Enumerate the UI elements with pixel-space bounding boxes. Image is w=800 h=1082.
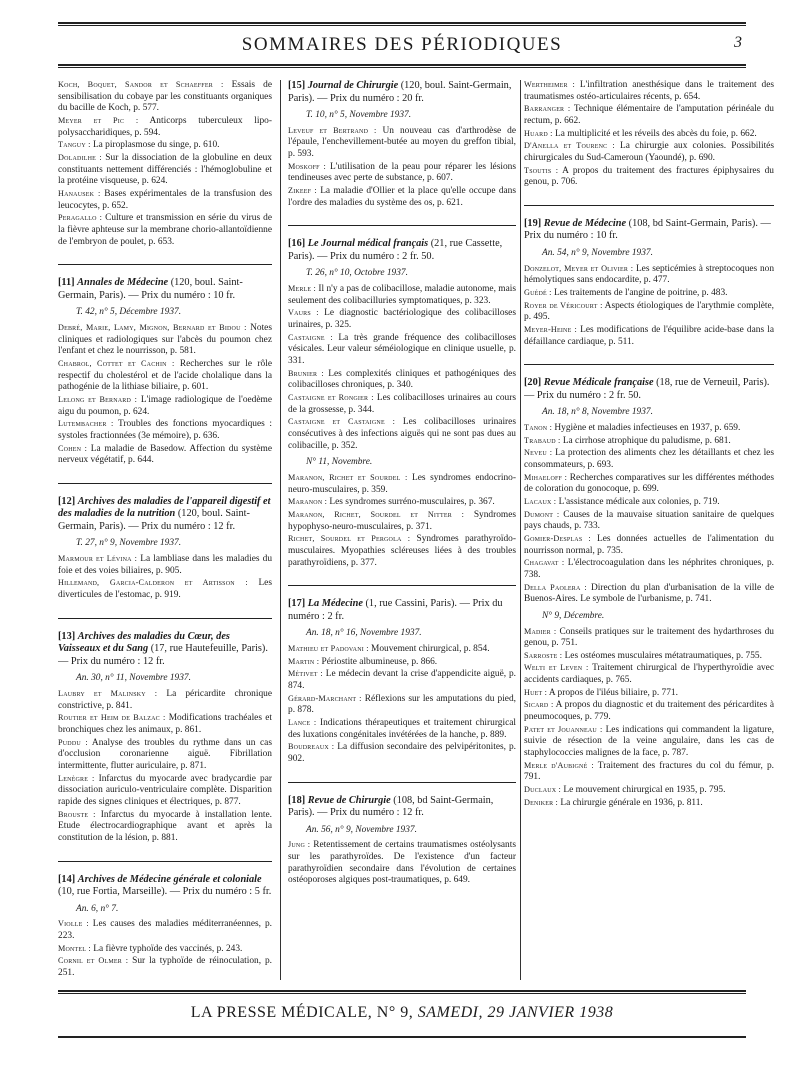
article-authors: Deniker : — [524, 797, 559, 807]
journal-heading — [288, 80, 516, 105]
article-entry — [524, 583, 774, 606]
article-title: La très grande fréquence des colibacilloses vésicales. Leur valeur séméiologique en clinique usuelle, p. 331. — [288, 332, 516, 367]
article-title: La chirurgie aux colonies. Possibilités chirurgicales du Sud-Cameroun (Yaoundé), p. 690. — [524, 141, 774, 163]
journal-name: Le Journal médical français — [307, 238, 429, 250]
article-authors: Duclaux : — [524, 785, 562, 795]
article-authors: Mathieu et Padovani : — [288, 643, 369, 653]
article-entry — [524, 497, 774, 509]
section-rule — [288, 782, 516, 783]
article-entry — [524, 301, 774, 324]
article-authors: Brunier : — [288, 368, 324, 378]
article-entry — [288, 369, 516, 392]
section-rule — [288, 585, 516, 586]
article-entry — [288, 742, 516, 765]
article-title: Les complexités cliniques et pathogéniques des colibacilloses chroniques, p. 340. — [288, 368, 516, 391]
journal-block — [288, 225, 516, 569]
article-entry — [288, 473, 516, 496]
column-divider — [280, 80, 281, 980]
article-title: Traitement chirurgical de l'hyperthyroïdie avec accidents cardiaques, p. 765. — [524, 663, 774, 686]
article-title: Les ostéomes musculaires métatraumatiques, p. 755. — [562, 650, 762, 661]
journal-info: (18, rue de Verneuil, Paris). — Prix du numéro : 2 fr. 50. — [524, 377, 770, 401]
page-footer — [58, 990, 746, 1040]
article-title: L'électrocoagulation dans les néphrites chroniques, p. 738. — [524, 558, 774, 580]
article-title: La maladie de Basedow. Affection du système nerveux végétatif, p. 644. — [58, 443, 272, 466]
article-title: Le diagnostic bactériologique des colibacilloses urinaires, p. 325. — [288, 308, 516, 331]
issue-label: T. 27, n° 9, Novembre 1937. — [76, 538, 182, 549]
journal-block — [524, 364, 774, 809]
article-entry — [288, 497, 516, 509]
journal-name: Archives des maladies de l'appareil digestif et des maladies de la nutrition — [58, 495, 271, 520]
journal-heading — [288, 598, 516, 623]
article-authors: Lelong et Bernard : — [58, 394, 138, 404]
journal-name: Revue de Chirurgie — [307, 794, 391, 806]
article-authors: Leveuf et Bertrand : — [288, 125, 377, 135]
article-title: La lambliase dans les maladies du foie et des voies biliaires, p. 905. — [58, 554, 272, 576]
header-bottom-rule — [58, 64, 746, 66]
article-entry — [524, 288, 774, 300]
article-entry — [288, 186, 516, 209]
article-entry — [58, 80, 272, 115]
journal-number: [19] — [524, 217, 542, 229]
article-authors: Dumont : — [524, 509, 560, 519]
section-rule — [58, 861, 272, 862]
article-title: Direction du plan d'urbanisation de la ville de Buenos-Aires. Le symbole de l'urbanisme, p. 741. — [524, 582, 774, 605]
journal-number: [12] — [58, 495, 76, 507]
article-entry — [288, 333, 516, 368]
article-title: Modifications trachéales et bronchiques chez les animaux, p. 861. — [58, 713, 272, 735]
article-authors: Maranon, Richet, Sourdel et Nitter : — [288, 509, 465, 519]
article-title: L'image radiologique de l'oedème aigu du poumon, p. 624. — [58, 394, 272, 417]
journal-block — [288, 782, 516, 887]
article-authors: Barranger : — [524, 104, 571, 114]
article-authors: Chagavat : — [524, 558, 565, 568]
journal-info: (120, boul. Saint-Germain, Paris). — Prix du numéro : 10 fr. — [58, 277, 243, 301]
journal-heading — [58, 496, 272, 534]
footer-journal: LA PRESSE MÉDICALE, N° 9, — [190, 1004, 418, 1021]
article-authors: Neveu : — [524, 448, 553, 458]
article-title: L'assistance médicale aux colonies, p. 719. — [556, 496, 720, 507]
article-title: Un nouveau cas d'arthrodèse de l'épaule, l'enchevillement-butée au moyen du greffon tibial, p. 593. — [288, 125, 516, 160]
article-title: Le mouvement chirurgical en 1935, p. 795. — [561, 785, 726, 796]
footer-line — [58, 1004, 746, 1022]
article-authors: Routier et Heim de Balzac : — [58, 713, 166, 723]
article-authors: Tanon : — [524, 423, 553, 432]
article-entry — [524, 436, 774, 448]
article-entry — [58, 189, 272, 212]
article-entry — [524, 688, 774, 700]
article-entry — [288, 417, 516, 452]
journal-block — [58, 861, 272, 980]
article-title: Les traitements de l'angine de poitrine, p. 483. — [551, 287, 728, 298]
journal-number: [20] — [524, 377, 542, 389]
article-title: Mouvement chirurgical, p. 854. — [368, 643, 490, 654]
issue-label: N° 9, Décembre. — [542, 610, 605, 621]
article-authors: Gérard-Marchant : — [288, 693, 362, 703]
article-title: Retentissement de certains traumatismes ostéolysants sur les parathyroïdes. De l'existence d'un facteur parathyroïdien secondaire dans l'évolution de certaines ostéoporoses algiques post-traumatiques, p. 649. — [288, 840, 516, 886]
article-title: Recherches sur le rôle respectif du cholestérol et de l'acide cholalique dans la pathogénie de la lithiase biliaire, p. 601. — [58, 358, 272, 393]
article-authors: Violle : — [58, 919, 89, 929]
article-title: Bases expérimentales de la transfusion des leucocytes, p. 652. — [58, 188, 272, 211]
section-rule — [58, 483, 272, 484]
article-title: Notes cliniques et radiologiques sur l'abcès du poumon chez l'enfant et chez le nourrisson, p. 581. — [58, 322, 272, 357]
article-authors: Lance : — [288, 717, 317, 727]
article-authors: Gomier-Desplas : — [524, 533, 591, 543]
summary-columns — [58, 80, 782, 980]
article-entry — [58, 810, 272, 845]
issue-label: An. 56, n° 9, Novembre 1937. — [306, 824, 417, 835]
article-title: Infarctus du myocarde avec bradycardie par dissociation auriculo-ventriculaire complète. Disparition rapide des signes cliniques et électriques, p. 877. — [58, 773, 272, 807]
article-title: La péricardite chronique constrictive, p. 841. — [58, 689, 272, 711]
article-entry — [524, 104, 774, 127]
footer-top-rule-thin — [58, 993, 746, 994]
article-title: Sur la dissociation de la globuline en deux constituants nettement différenciés : l'hémoglobuline et la protéine visqueuse, p. 624. — [58, 152, 272, 187]
article-entry — [524, 663, 774, 686]
column-1 — [58, 80, 272, 980]
journal-heading — [58, 631, 272, 669]
article-authors: Lenègre : — [58, 773, 95, 783]
article-authors: Royer de Véricourt : — [524, 300, 603, 310]
article-title: Les modifications de l'équilibre acide-base dans la défaillance cardiaque, p. 511. — [524, 324, 774, 347]
article-entry — [58, 578, 272, 601]
journal-heading — [524, 218, 774, 243]
article-authors: Moskoff : — [288, 161, 327, 171]
page-title: SOMMAIRES DES PÉRIODIQUES — [241, 34, 563, 55]
article-authors: Trabaud : — [524, 435, 561, 445]
issue-label: T. 42, n° 5, Décembre 1937. — [76, 307, 182, 318]
article-authors: Tanguy : — [58, 140, 91, 150]
article-entry — [288, 534, 516, 569]
article-authors: D'Anella et Tourenc : — [524, 141, 615, 151]
section-rule — [58, 264, 272, 265]
article-authors: Huet : — [524, 687, 548, 697]
article-entry — [58, 153, 272, 188]
article-title: Syndromes parathyroïdo-musculaires. Myopathies scléreuses liées à des troubles parathyroïdiens, p. 377. — [288, 534, 516, 568]
footer-top-rule — [58, 990, 746, 992]
journal-info: (120, boul. Saint-Germain, Paris). — Prix du numéro : 20 fr. — [288, 80, 512, 104]
article-title: Hygiène et maladies infectieuses en 1937, p. 659. — [552, 423, 741, 433]
article-entry — [288, 840, 516, 887]
section-rule — [288, 225, 516, 226]
column-2 — [288, 80, 516, 980]
journal-name: Annales de Médecine — [77, 277, 169, 289]
issue-label: N° 11, Novembre. — [306, 457, 373, 468]
article-entry — [58, 419, 272, 442]
article-title: Causes de la mauvaise situation sanitaire de quelques pays chauds, p. 733. — [524, 509, 774, 532]
article-title: A propos de l'iléus biliaire, p. 771. — [547, 687, 678, 698]
article-entry — [288, 718, 516, 741]
article-entry — [524, 725, 774, 760]
journal-block — [524, 80, 774, 189]
article-entry — [288, 162, 516, 185]
column-divider — [520, 80, 521, 980]
journal-name: Journal de Chirurgie — [307, 80, 399, 91]
journal-number: [14] — [58, 873, 76, 885]
article-entry — [58, 323, 272, 358]
article-entry — [288, 284, 516, 307]
article-authors: Cohen : — [58, 443, 88, 453]
article-entry — [524, 651, 774, 663]
article-authors: Merle d'Aubigné : — [524, 760, 594, 770]
issue-label: T. 26, n° 10, Octobre 1937. — [306, 268, 408, 279]
journal-name: Archives des maladies du Cœur, des Vaisseaux et du Sang — [58, 630, 230, 655]
page-number: 3 — [734, 34, 742, 51]
article-authors: Hanausek : — [58, 188, 101, 198]
article-authors: Wertheimer : — [524, 80, 575, 89]
journal-heading — [524, 377, 774, 402]
article-authors: Welti et Leven : — [524, 663, 589, 673]
article-entry — [524, 700, 774, 723]
article-authors: Merle : — [288, 284, 317, 294]
article-title: Anticorps tuberculeux lipo-polysaccharidiques, p. 594. — [58, 115, 272, 138]
article-entry — [58, 738, 272, 773]
article-authors: Tsoutis : — [524, 165, 559, 175]
article-entry — [524, 423, 774, 435]
article-entry — [288, 308, 516, 331]
journal-info: (1, rue Cassini, Paris). — Prix du numéro : 2 fr. — [288, 598, 503, 622]
article-authors: Lacaux : — [524, 496, 557, 506]
journal-block — [58, 483, 272, 602]
article-entry — [288, 644, 516, 656]
article-authors: Debré, Marie, Lamy, Mignon, Bernard et Bidou : — [58, 322, 247, 332]
article-authors: Mihaeloff : — [524, 472, 568, 482]
article-entry — [524, 166, 774, 189]
article-authors: Koch, Boquet, Sandor et Schaeffer : — [58, 80, 224, 89]
section-rule — [58, 618, 272, 619]
article-authors: Hillemand, Garcia-Calderon et Artisson : — [58, 578, 248, 588]
journal-number: [15] — [288, 80, 306, 91]
article-entry — [524, 141, 774, 164]
article-entry — [58, 713, 272, 736]
article-authors: Zikeef : — [288, 186, 317, 196]
article-title: Aspects étiologiques de l'arythmie complète, p. 495. — [524, 300, 774, 323]
article-title: Les indications qui commandent la ligature, suivie de résection de la veine angulaire, dans les cas de staphylococcies malignes de la face, p. 787. — [524, 724, 774, 759]
journal-heading — [58, 874, 272, 899]
article-entry — [58, 774, 272, 809]
article-authors: Peragallo : — [58, 213, 103, 223]
journal-name: Archives de Médecine générale et coloniale — [77, 873, 262, 885]
journal-info: (10, rue Fortia, Marseille). — Prix du numéro : 5 fr. — [58, 886, 272, 898]
article-authors: Sarroste : — [524, 650, 563, 660]
article-title: Les colibacilloses urinaires consécutives à des infections aiguës qui ne sont pas dues au colibacille, p. 352. — [288, 417, 516, 451]
article-authors: Cornil et Olmer : — [58, 956, 129, 966]
journal-heading — [288, 238, 516, 263]
article-title: La maladie d'Ollier et la place qu'elle occupe dans l'ordre des maladies du système des os, p. 621. — [288, 186, 516, 208]
article-title: Traitement des fractures du col du fémur, p. 791. — [524, 760, 774, 783]
article-authors: Huard : — [524, 128, 553, 138]
article-title: Conseils pratiques sur le traitement des hydarthroses du genou, p. 751. — [524, 626, 774, 649]
article-entry — [58, 944, 272, 956]
article-entry — [524, 80, 774, 103]
journal-number: [13] — [58, 630, 76, 642]
article-title: Les données actuelles de l'alimentation du nourrisson normal, p. 735. — [524, 533, 774, 556]
article-authors: Martin : — [288, 656, 320, 666]
article-authors: Lutembacher : — [58, 419, 114, 429]
article-authors: Maranon : — [288, 497, 328, 507]
article-title: Essais de sensibilisation du cobaye par les constituants organiques du bacille de Koch, p. 577. — [58, 80, 272, 114]
issue-label: T. 10, n° 5, Novembre 1937. — [306, 110, 412, 121]
article-title: L'infiltration anesthésique dans le traitement des traumatismes ostéo-articulaires récents, p. 654. — [524, 80, 774, 102]
article-entry — [524, 473, 774, 496]
issue-label: An. 54, n° 9, Novembre 1937. — [542, 248, 653, 258]
article-title: La cirrhose atrophique du paludisme, p. 681. — [560, 435, 731, 446]
article-entry — [524, 761, 774, 784]
journal-block — [58, 80, 272, 248]
footer-bottom-rule — [58, 1036, 746, 1038]
article-authors: Marmour et Lévina : — [58, 554, 138, 564]
article-entry — [288, 126, 516, 161]
article-authors: Maranon, Richet et Sourdel : — [288, 472, 408, 482]
journal-block — [288, 80, 516, 209]
article-entry — [524, 785, 774, 797]
article-entry — [58, 919, 272, 942]
article-title: Les syndromes surréno-musculaires, p. 367. — [327, 497, 495, 508]
article-authors: Boudreaux : — [288, 742, 335, 752]
journal-name: Revue Médicale française — [543, 377, 654, 389]
article-title: Syndromes hypophyso-neuro-musculaires, p. 371. — [288, 509, 516, 532]
article-entry — [58, 689, 272, 712]
article-entry — [58, 116, 272, 139]
article-authors: Richet, Sourdel et Pergola : — [288, 534, 411, 544]
article-entry — [524, 534, 774, 557]
article-title: A propos du diagnostic et du traitement des péricardites à pneumocoques, p. 779. — [524, 700, 774, 723]
issue-label: An. 6, n° 7. — [76, 903, 119, 914]
article-authors: Puddu : — [58, 737, 88, 747]
header-top-rule-thin — [58, 25, 746, 26]
article-entry — [288, 393, 516, 416]
article-title: Technique élémentaire de l'amputation périnéale du rectum, p. 662. — [524, 104, 774, 126]
article-title: La piroplasmose du singe, p. 610. — [90, 140, 220, 151]
journal-name: La Médecine — [307, 598, 363, 610]
article-authors: Della Paolera : — [524, 582, 587, 592]
article-title: Périostite albumineuse, p. 866. — [319, 656, 438, 667]
article-entry — [524, 325, 774, 348]
article-title: Les septicémies à streptocoques non hémolytiques sans endocardite, p. 477. — [524, 263, 774, 286]
journal-number: [16] — [288, 238, 306, 250]
page-header — [58, 22, 746, 70]
article-title: Les diverticules de l'estomac, p. 919. — [58, 578, 272, 601]
article-entry — [288, 510, 516, 533]
journal-info: (17, rue Hautefeuille, Paris). — Prix du numéro : 12 fr. — [58, 643, 268, 667]
article-authors: Castaigne : — [288, 332, 333, 342]
article-entry — [58, 395, 272, 418]
article-authors: Montel : — [58, 943, 91, 953]
article-entry — [288, 694, 516, 717]
journal-name: Revue de Médecine — [543, 217, 627, 229]
journal-info: (108, bd Saint-Germain, Paris). — Prix du numéro : 12 fr. — [288, 794, 494, 819]
journal-block — [288, 585, 516, 765]
column-3 — [524, 80, 774, 980]
article-authors: Vaurs : — [288, 308, 319, 318]
journal-heading — [288, 795, 516, 820]
article-entry — [524, 627, 774, 650]
article-entry — [58, 213, 272, 248]
journal-info: (21, rue Cassette, Paris). — Prix du numéro : 2 fr. 50. — [288, 238, 503, 262]
article-authors: Meyer et Pic : — [58, 115, 139, 125]
article-title: La multiplicité et les réveils des abcès du foie, p. 662. — [552, 128, 757, 139]
article-entry — [524, 798, 774, 810]
journal-number: [17] — [288, 598, 306, 610]
article-title: La fièvre typhoïde des vaccinés, p. 243. — [90, 943, 243, 954]
issue-label: An. 30, n° 11, Novembre 1937. — [76, 673, 191, 684]
article-title: Sur la typhoïde de réinoculation, p. 251. — [58, 956, 272, 978]
article-authors: Sicard : — [524, 700, 554, 710]
article-authors: Castaigne et Castaigne : — [288, 417, 396, 427]
article-authors: Chabrol, Cottet et Cachin : — [58, 358, 175, 368]
article-authors: Donzelot, Meyer et Olivier : — [524, 263, 634, 273]
journal-block — [58, 618, 272, 845]
article-entry — [524, 448, 774, 471]
article-authors: Meyer-Heine : — [524, 324, 577, 334]
article-authors: Madier : — [524, 626, 557, 636]
article-entry — [524, 558, 774, 581]
article-title: Le médecin devant la crise d'appendicite aiguë, p. 874. — [288, 669, 516, 691]
article-authors: Laubry et Malinsky : — [58, 689, 158, 699]
article-entry — [58, 956, 272, 979]
article-authors: Doladilhe : — [58, 152, 102, 162]
article-authors: Métivet : — [288, 669, 323, 679]
journal-block — [524, 205, 774, 348]
header-bottom-rule-thin — [58, 67, 746, 68]
article-title: Indications thérapeutiques et traitement chirurgical des luxations congénitales invétérées de la hanche, p. 889. — [288, 717, 516, 740]
section-rule — [524, 205, 774, 206]
article-entry — [524, 129, 774, 141]
article-authors: Castaigne et Rongier : — [288, 393, 374, 402]
article-authors: Brouste : — [58, 809, 96, 819]
article-title: Réflexions sur les amputations du pied, p. 878. — [288, 693, 516, 716]
article-title: La chirurgie générale en 1936, p. 811. — [558, 797, 703, 808]
journal-block — [58, 264, 272, 467]
article-title: Recherches comparatives sur les différentes méthodes de coloration du gonocoque, p. 699. — [524, 472, 774, 495]
article-entry — [524, 264, 774, 287]
article-entry — [288, 657, 516, 669]
article-title: Troubles des fonctions myocardiques : systoles fractionnées (3e mémoire), p. 636. — [58, 419, 272, 441]
article-entry — [58, 359, 272, 394]
article-authors: Jung : — [288, 840, 311, 850]
footer-date: SAMEDI, 29 JANVIER 1938 — [417, 1004, 614, 1021]
article-title: Il n'y a pas de colibacillose, maladie autonome, mais seulement des colibacilluries symptomatiques, p. 323. — [288, 284, 516, 306]
section-rule — [524, 364, 774, 365]
article-entry — [524, 510, 774, 533]
article-title: Culture et transmission en série du virus de la fièvre aphteuse sur la membrane chorio-allantoïdienne de l'embryon de poulet, p. 653. — [58, 213, 272, 247]
article-entry — [58, 554, 272, 577]
article-title: Les syndromes endocrino-neuro-musculaires, p. 359. — [288, 472, 516, 495]
article-title: La protection des aliments chez les détaillants et chez les consommateurs, p. 693. — [524, 448, 774, 470]
article-entry — [288, 669, 516, 692]
article-title: Les colibacilloses urinaires au cours de la grossesse, p. 344. — [288, 393, 516, 415]
journal-heading — [58, 277, 272, 302]
article-entry — [58, 140, 272, 152]
article-title: La diffusion secondaire des pelvipéritonites, p. 902. — [288, 742, 516, 764]
article-title: Les causes des maladies méditerranéennes, p. 223. — [58, 919, 272, 941]
journal-info: (108, bd Saint-Germain, Paris). — Prix du numéro : 10 fr. — [524, 217, 771, 242]
article-title: Infarctus du myocarde à installation lente. Etude électrocardiographique avant et après la constitution de la lésion, p. 881. — [58, 809, 272, 843]
article-title: Analyse des troubles du rythme dans un cas d'occlusion coronarienne aiguë. Fibrillation intermittente, flutter auriculaire, p. 871. — [58, 737, 272, 771]
article-entry — [58, 444, 272, 467]
issue-label: An. 18, n° 8, Novembre 1937. — [542, 407, 653, 418]
article-authors: Guédé : — [524, 287, 552, 297]
article-authors: Patet et Jouanneau : — [524, 724, 603, 734]
journal-number: [11] — [58, 277, 75, 289]
article-title: L'utilisation de la peau pour réparer les lésions tendineuses avec perte de substance, p. 607. — [288, 161, 516, 184]
issue-label: An. 18, n° 16, Novembre 1937. — [306, 628, 422, 639]
article-title: A propos du traitement des fractures épiphysaires du genou, p. 706. — [524, 165, 774, 188]
journal-info: (120, boul. Saint-Germain, Paris). — Prix du numéro : 12 fr. — [58, 508, 250, 532]
header-top-rule — [58, 22, 746, 24]
journal-number: [18] — [288, 794, 306, 806]
